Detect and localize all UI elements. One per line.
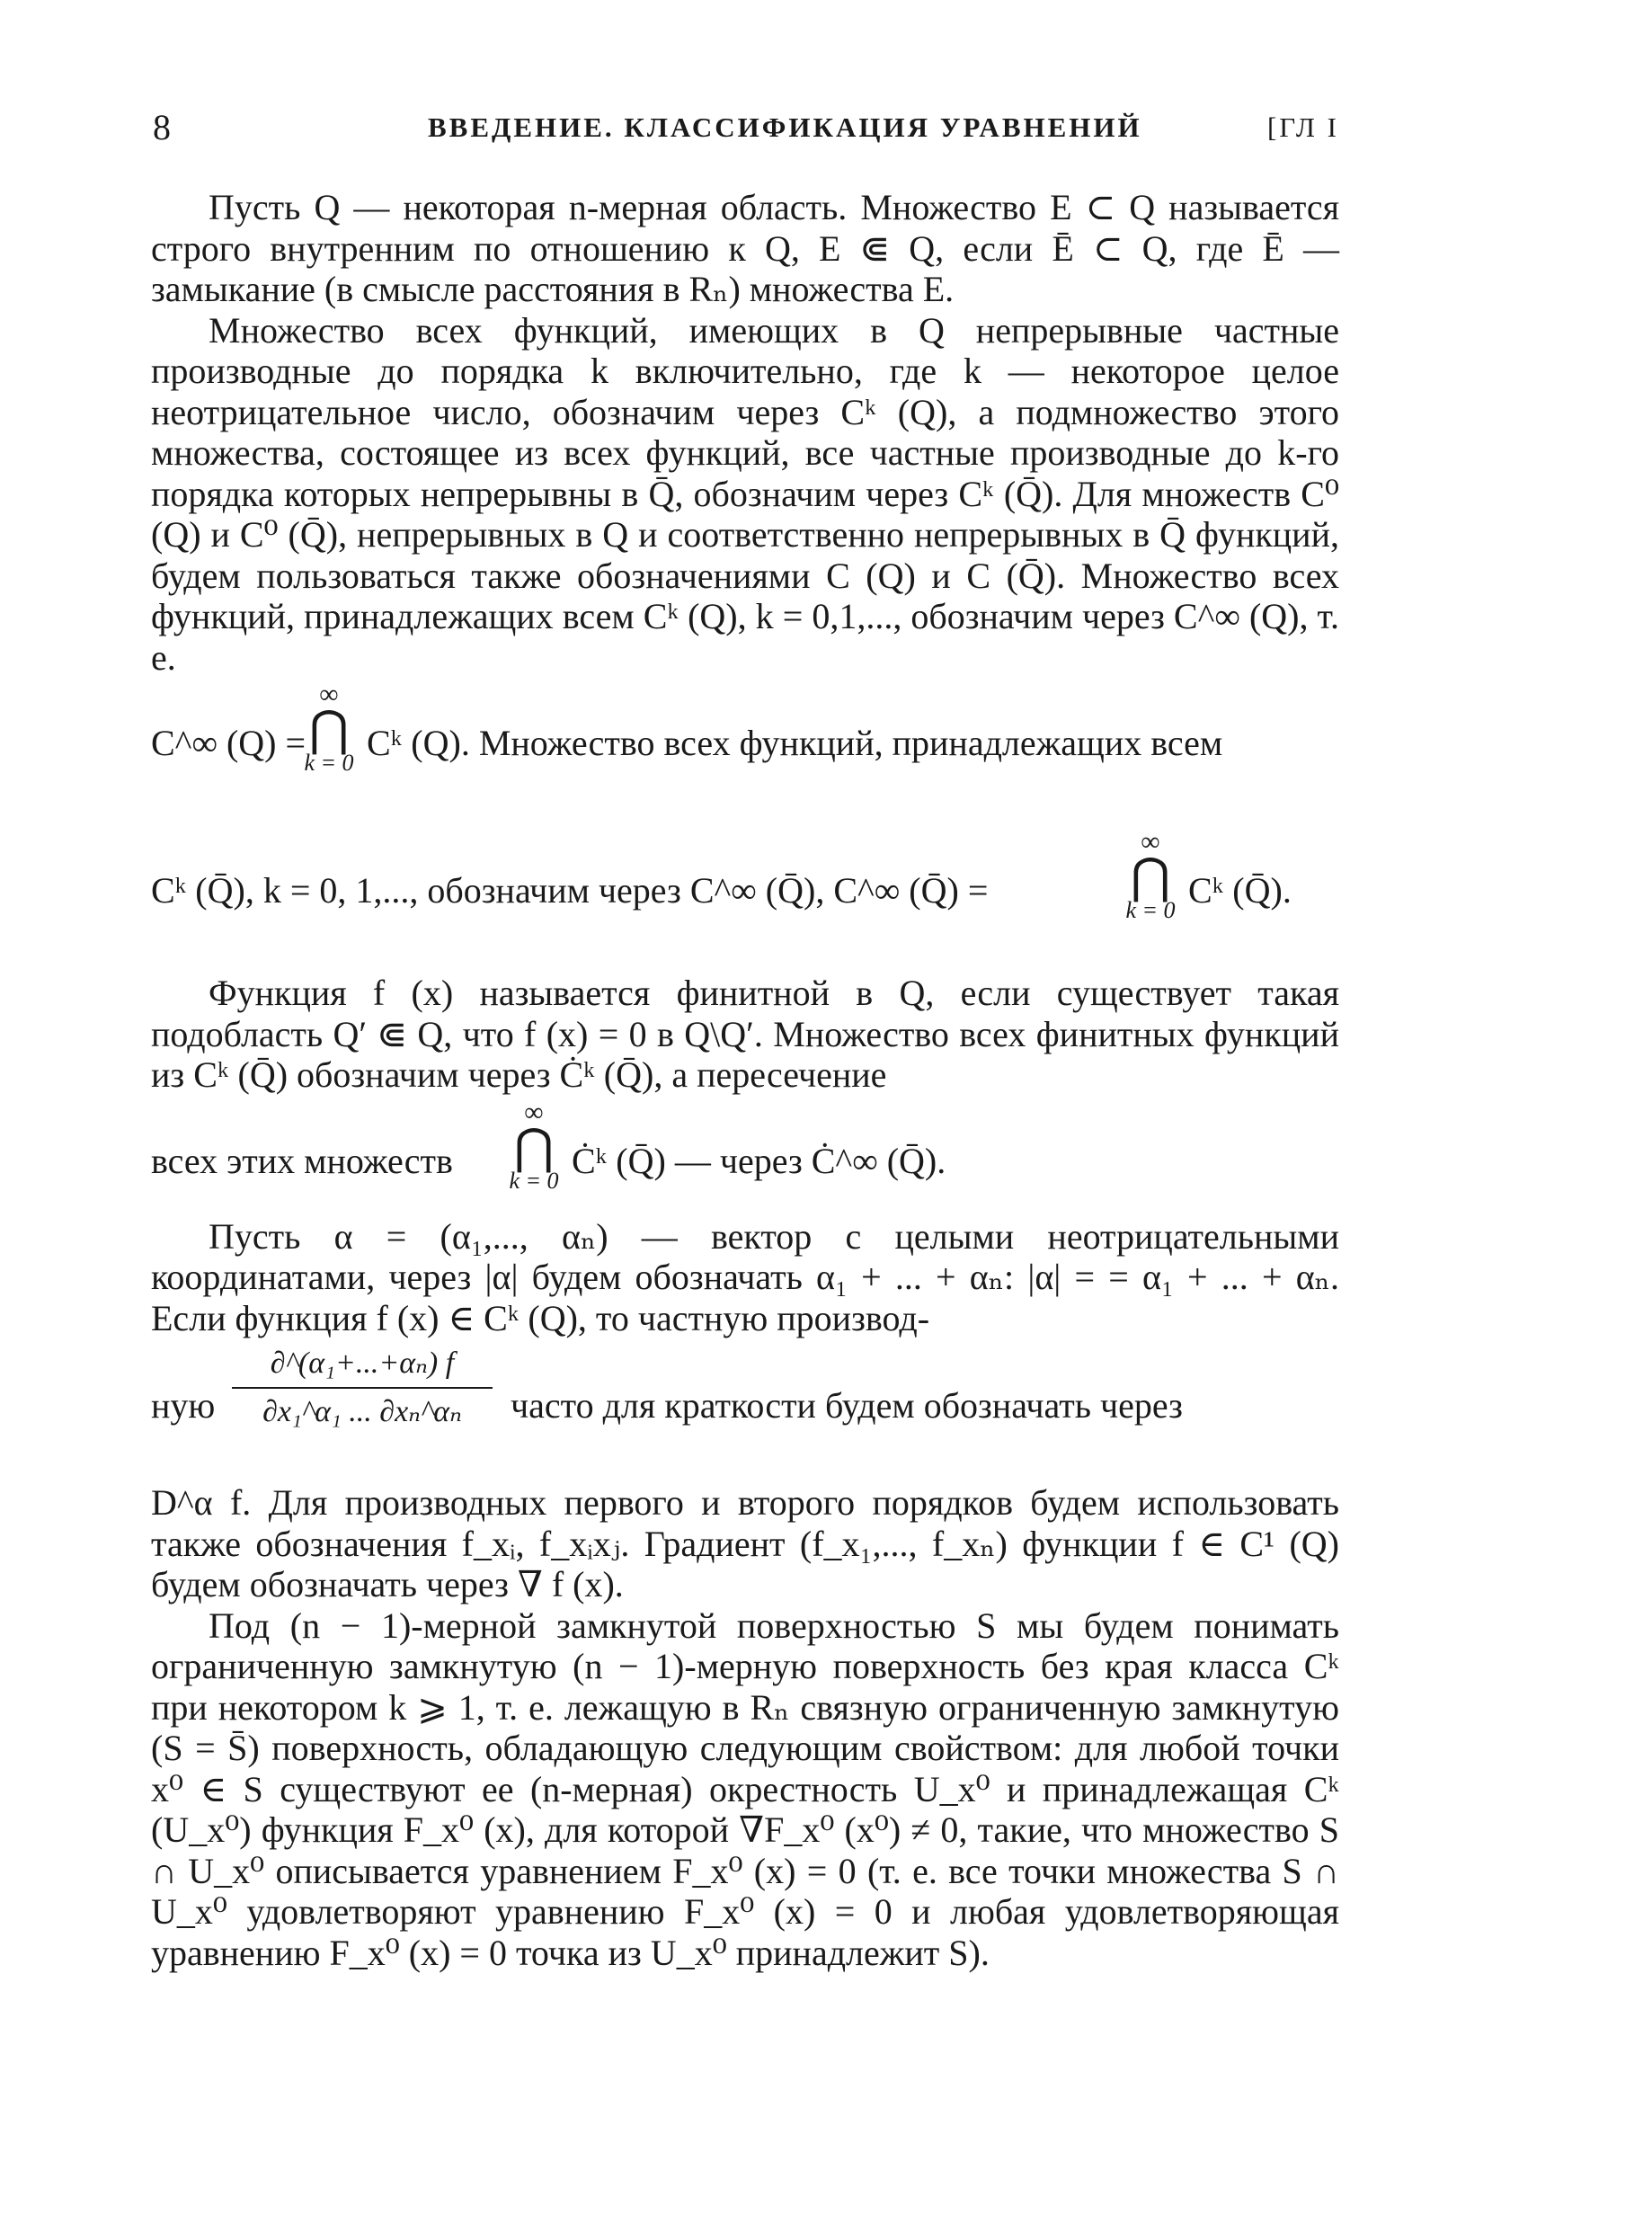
formula-left: всех этих множеств [151, 1140, 453, 1181]
formula-left: C^∞ (Q) = [151, 723, 306, 763]
fraction-numerator: ∂^(α₁+...+αₙ) f [270, 1347, 455, 1380]
frac-right-text: часто для краткости будем обозначать через [511, 1385, 1183, 1426]
partial-derivative-line [151, 1338, 1339, 1482]
formula-c-infinity-q [151, 681, 1339, 798]
chapter-title: ВВЕДЕНИЕ. КЛАССИФИКАЦИЯ УРАВНЕНИЙ [428, 111, 1142, 143]
intersection-operator: ∞ ⋂ k = 0 [1125, 827, 1176, 923]
chapter-label: [ГЛ I [1266, 111, 1339, 143]
formula-left: Cᵏ (Q̄), k = 0, 1,..., обозначим через C^∞ (Q̄), C^∞ (Q̄) = [151, 870, 989, 911]
formula-c-infinity-qbar [151, 829, 1339, 946]
running-header [151, 106, 1339, 160]
paragraph-closed-surface: Под (n − 1)-мерной замкнутой поверхностью S мы будем понимать ограниченную замкнутую (n − 1)-мерную поверхность без края класса Cᵏ при некотором k ⩾ 1, т. е. лежащую в Rₙ связную ограниченную замкнутую (S = S̄) поверхность, обладающую следующим свойством: для любой точки x⁰ ∈ S существуют ее (n-мерная) окрестность U_x⁰ и принадлежащая Cᵏ (U_x⁰) функция F_x⁰ (x), для которой ∇F_x⁰ (x⁰) ≠ 0, такие, что множество S ∩ U_x⁰ описывается уравнением F_x⁰ (x) = 0 (т. е. все точки множества S ∩ U_x⁰ удовлетворяют уравнению F_x⁰ (x) = 0 и любая удовлетворяющая уравнению F_x⁰ (x) = 0 точка из U_x⁰ принадлежит S). [151, 1604, 1339, 1973]
page-number: 8 [153, 107, 171, 147]
fraction-denominator: ∂x₁^α₁ ... ∂xₙ^αₙ [262, 1395, 462, 1428]
paragraph-domain-def: Пусть Q — некоторая n-мерная область. Множество E ⊂ Q называется строго внутренним по отношению к Q, E ⋐ Q, если Ē ⊂ Q, где Ē — замыкание (в смысле расстояния в Rₙ) множества E. [151, 187, 1339, 309]
fraction-bar [232, 1387, 493, 1389]
frac-left-text: ную [151, 1385, 216, 1426]
paragraph-function-spaces: Множество всех функций, имеющих в Q непрерывные частные производные до порядка k включительно, где k — некоторое целое неотрицательное число, обозначим через Cᵏ (Q), а подмножество этого множества, состоящее из всех функций, все частные производные до k-го порядка которых непрерывны в Q̄, обозначим через Cᵏ (Q̄). Для множеств C⁰ (Q) и C⁰ (Q̄), непрерывных в Q и соответственно непрерывных в Q̄ функций, будем пользоваться также обозначениями C (Q) и C (Q̄). Множество всех функций, принадлежащих всем Cᵏ (Q), k = 0,1,..., обозначим через C^∞ (Q), т. е. [151, 309, 1339, 678]
formula-right: Cᵏ (Q̄). [1188, 870, 1292, 911]
partial-derivative-fraction [232, 1344, 493, 1432]
intersection-operator: ∞ ⋂ k = 0 [304, 680, 354, 776]
paragraph-finite-functions: Функция f (x) называется финитной в Q, если существует такая подобласть Q′ ⋐ Q, что f (x) = 0 в Q\Q′. Множество всех финитных функций из Cᵏ (Q̄) обозначим через Ċᵏ (Q̄), а пересечение [151, 973, 1339, 1095]
paragraph-multiindex: Пусть α = (α₁,..., αₙ) — вектор с целыми неотрицательными координатами, через |α| будем обозначать α₁ + ... + αₙ: |α| = = α₁ + ... + αₙ. Если функция f (x) ∈ Cᵏ (Q), то частную производ- [151, 1215, 1339, 1338]
page-body [151, 187, 1339, 1973]
formula-finite-intersection [151, 1099, 1339, 1216]
paragraph-derivative-notation: D^α f. Для производных первого и второго порядков будем использовать также обозначения f_xᵢ, f_xᵢxⱼ. Градиент (f_x₁,..., f_xₙ) функции f ∈ C¹ (Q) будем обозначать через ∇ f (x). [151, 1482, 1339, 1604]
intersection-operator: ∞ ⋂ k = 0 [509, 1097, 559, 1194]
formula-right: Ċᵏ (Q̄) — через Ċ^∞ (Q̄). [572, 1140, 946, 1181]
formula-right: Cᵏ (Q). Множество всех функций, принадлежащих всем [367, 723, 1223, 763]
